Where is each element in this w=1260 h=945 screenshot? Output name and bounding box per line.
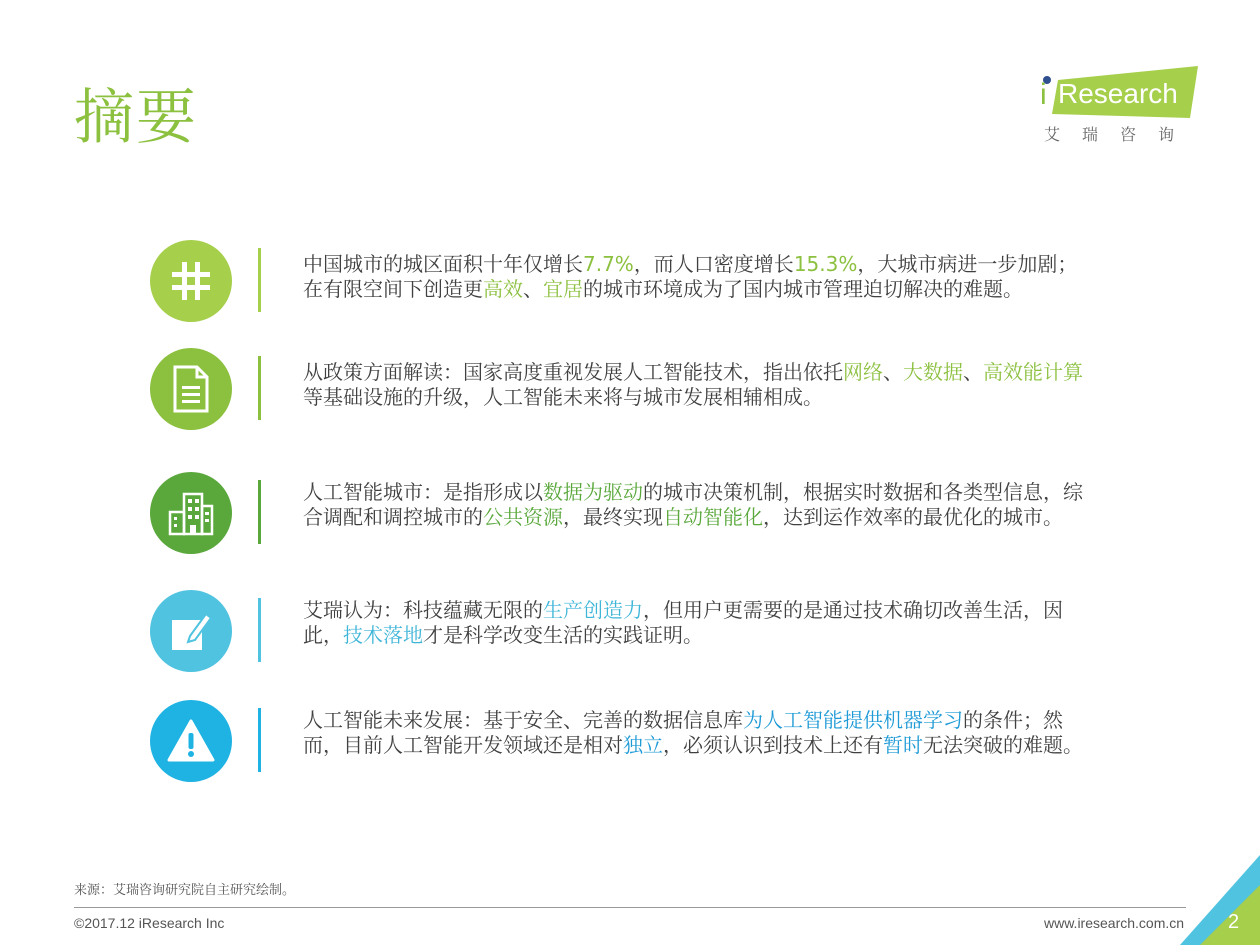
highlight-text: 公共资源 xyxy=(483,505,563,529)
corner-decoration xyxy=(1180,855,1260,945)
item-text xyxy=(303,598,1083,648)
copyright: ©2017.12 iResearch Inc xyxy=(74,915,225,931)
highlight-text: 自动智能化 xyxy=(663,505,763,529)
body-text: 无法突破的难题。 xyxy=(923,733,1083,757)
road-intersection-icon xyxy=(150,240,232,322)
item-divider xyxy=(258,708,261,772)
edit-pen-icon xyxy=(150,590,232,672)
body-text: 的条件；然而，目前人工智能开发领域还是相对 xyxy=(303,708,1063,757)
highlight-text: 15.3% xyxy=(793,252,858,276)
body-text: ，大城市病进一步加剧；在有限空间下创造更 xyxy=(303,252,1078,301)
body-text: 的城市环境成为了国内城市管理迫切解决的难题。 xyxy=(583,277,1023,301)
body-text: ，而人口密度增长 xyxy=(633,252,794,276)
highlight-text: 技术落地 xyxy=(343,623,423,647)
body-text: ，必须认识到技术上还有 xyxy=(663,733,883,757)
highlight-text: 网络 xyxy=(843,360,883,384)
body-text: 、 xyxy=(883,360,903,384)
iresearch-logo xyxy=(1040,64,1200,144)
body-text: 中国城市的城区面积十年仅增长 xyxy=(303,252,583,276)
highlight-text: 生产创造力 xyxy=(543,598,643,622)
body-text: ，但用户更需要的是通过技术确切改善生活，因此， xyxy=(303,598,1063,647)
body-text: 等基础设施的升级，人工智能未来将与城市发展相辅相成。 xyxy=(303,385,823,409)
page-number: 2 xyxy=(1228,911,1240,933)
body-text: 从政策方面解读：国家高度重视发展人工智能技术，指出依托 xyxy=(303,360,843,384)
highlight-text: 暂时 xyxy=(883,733,923,757)
page-title: 摘要 xyxy=(74,83,198,153)
body-text: 艾瑞认为：科技蕴藏无限的 xyxy=(303,598,543,622)
document-icon xyxy=(150,348,232,430)
body-text: 人工智能未来发展：基于安全、完善的数据信息库 xyxy=(303,708,743,732)
highlight-text: 为人工智能提供机器学习 xyxy=(743,708,963,732)
highlight-text: 数据为驱动 xyxy=(543,480,643,504)
body-text: ，最终实现 xyxy=(563,505,663,529)
body-text: 、 xyxy=(963,360,983,384)
highlight-text: 7.7% xyxy=(583,252,634,276)
warning-icon xyxy=(150,700,232,782)
highlight-text: 大数据 xyxy=(903,360,963,384)
logo-wordmark: Research xyxy=(1058,78,1178,109)
website-link[interactable]: www.iresearch.com.cn xyxy=(1044,915,1185,931)
source-note: 来源：艾瑞咨询研究院自主研究绘制。 xyxy=(74,883,296,898)
item-divider xyxy=(258,248,261,312)
item-divider xyxy=(258,480,261,544)
logo-subtitle: 艾瑞咨询 xyxy=(1044,125,1197,144)
body-text: 、 xyxy=(523,277,543,301)
footer-divider xyxy=(74,907,1186,908)
body-text: 人工智能城市：是指形成以 xyxy=(303,480,543,504)
highlight-text: 高效能计算 xyxy=(983,360,1083,384)
item-text xyxy=(303,360,1083,410)
highlight-text: 独立 xyxy=(623,733,663,757)
highlight-text: 宜居 xyxy=(543,277,583,301)
city-buildings-icon xyxy=(150,472,232,554)
highlight-text: 高效 xyxy=(483,277,523,301)
item-text xyxy=(303,480,1083,530)
item-text xyxy=(303,252,1083,302)
item-divider xyxy=(258,356,261,420)
body-text: ，达到运作效率的最优化的城市。 xyxy=(763,505,1063,529)
logo-i: i xyxy=(1040,78,1047,111)
body-text: 的城市决策机制，根据实时数据和各类型信息，综合调配和调控城市的 xyxy=(303,480,1083,529)
item-divider xyxy=(258,598,261,662)
body-text: 才是科学改变生活的实践证明。 xyxy=(423,623,703,647)
item-text xyxy=(303,708,1083,758)
